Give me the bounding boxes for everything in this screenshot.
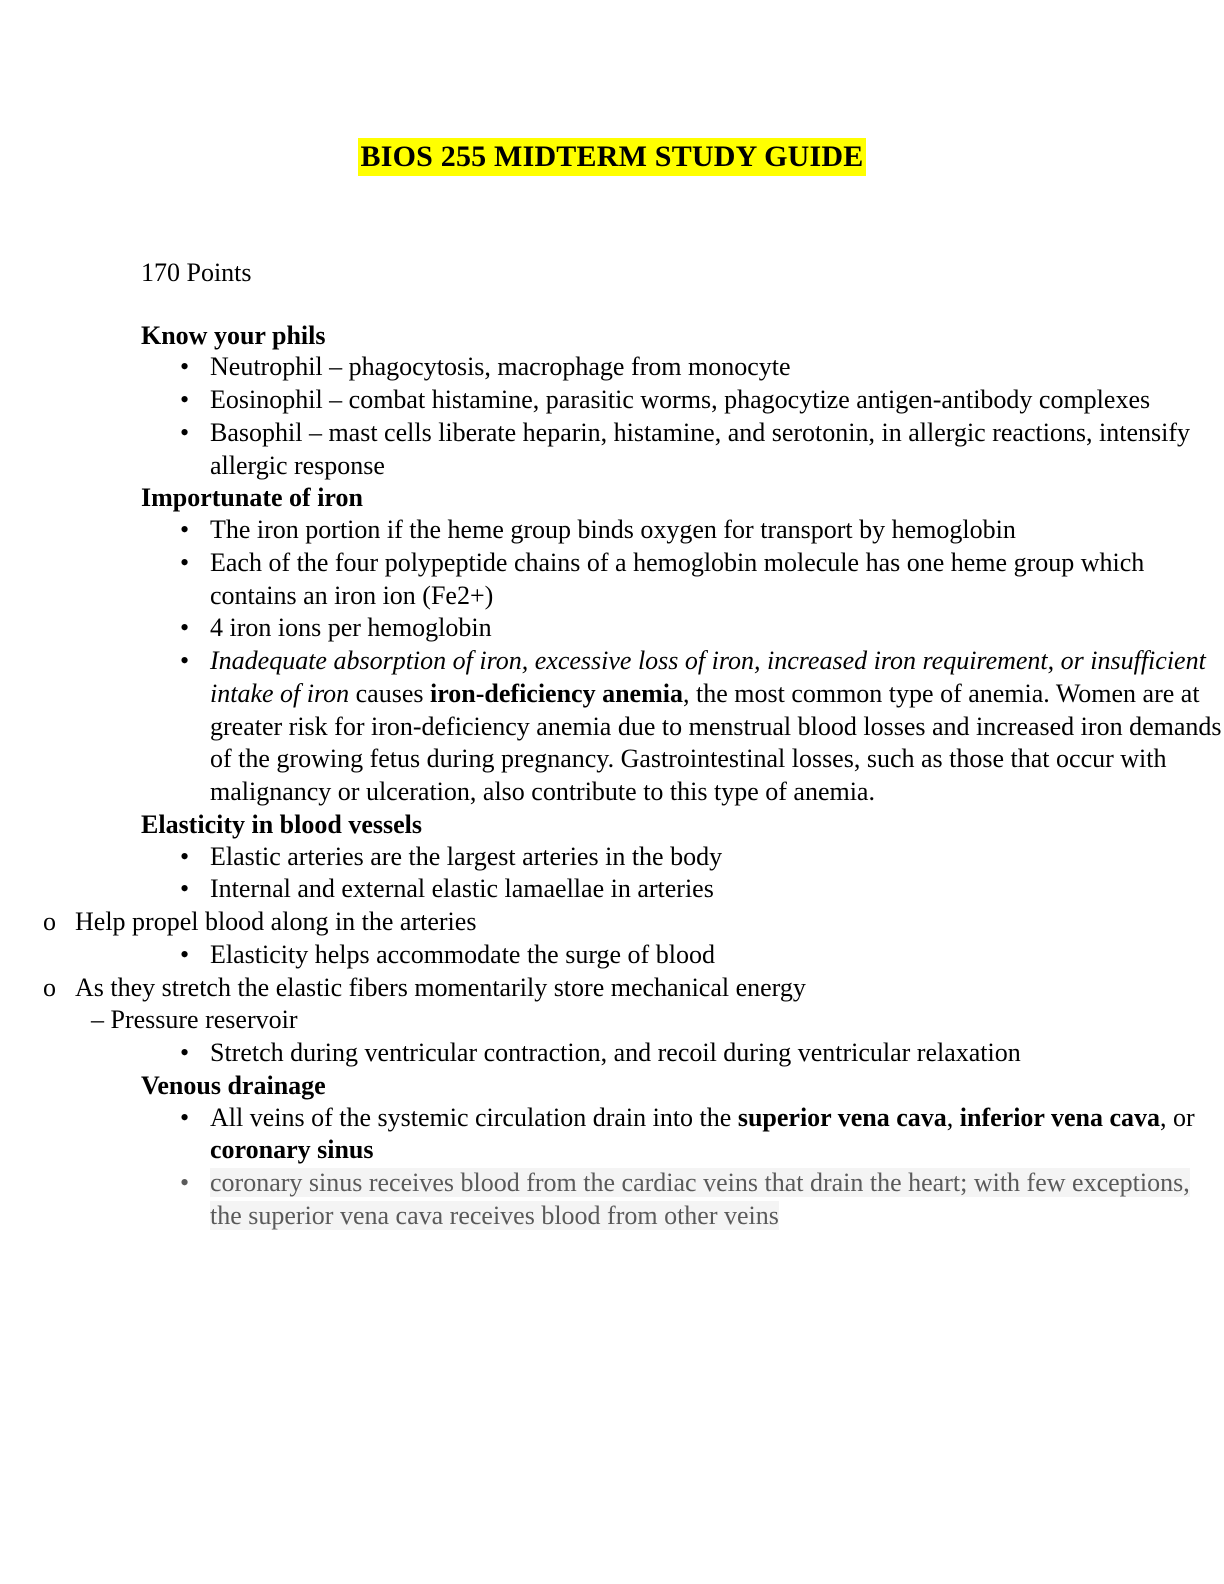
section-heading: Venous drainage (141, 1070, 326, 1100)
bullet-marker-icon: • (180, 417, 190, 447)
page-title (0, 0, 1224, 175)
bullet-list (0, 841, 1224, 1070)
sub-bullet-marker-icon: o (43, 972, 56, 1002)
text-run-italic: Inadequate absorption of iron, excessive loss of iron, increased iron requirement, or insufficient intake of iron (210, 646, 1206, 708)
list-item (0, 1167, 1224, 1233)
bullet-list (0, 1102, 1224, 1233)
bullet-list (0, 351, 1224, 482)
section-heading: Importunate of iron (141, 483, 363, 513)
bullet-marker-icon: • (180, 352, 190, 382)
section-heading: Elasticity in blood vessels (141, 809, 422, 839)
sections-container (0, 288, 1224, 1233)
bullet-marker-icon: • (180, 874, 190, 904)
text-run-bold: coronary sinus (210, 1135, 374, 1165)
list-item (0, 1102, 1224, 1168)
text-run-bold: iron-deficiency anemia (430, 678, 683, 708)
bullet-list (0, 514, 1224, 809)
bullet-marker-icon: • (180, 385, 190, 415)
list-item: • The iron portion if the heme group binds oxygen for transport by hemoglobin (0, 514, 1224, 547)
list-item: • Neutrophil – phagocytosis, macrophage from monocyte (0, 351, 1224, 384)
sub-bullet-list (0, 906, 1224, 939)
sub-bullet-marker-icon: o (43, 907, 56, 937)
list-item: • 4 iron ions per hemoglobin (0, 612, 1224, 645)
text-run-bold: inferior vena cava (959, 1102, 1161, 1132)
bullet-marker-icon: • (180, 1102, 190, 1132)
text-run-normal: , or (1160, 1102, 1195, 1132)
points-line: 170 Points (141, 257, 252, 287)
bullet-marker-icon: • (180, 613, 190, 643)
list-item: • Basophil – mast cells liberate heparin, histamine, and serotonin, in allergic reactions, intensify allergic response (180, 417, 1191, 480)
list-item: • Eosinophil – combat histamine, parasitic worms, phagocytize antigen-antibody complexes (0, 384, 1224, 417)
text-run-normal: , (946, 1102, 960, 1132)
text-run-normal: , the most common type of anemia. Women are at greater risk for iron-deficiency anemia due to menstrual blood losses and increased iron demands of the growing fetus during pregnancy. Gastrointestinal losses, such as those that occur with malignancy or ulceration, also contribute to this type of anemia. (210, 678, 1222, 807)
page-title-highlight: BIOS 255 MIDTERM STUDY GUIDE (358, 138, 867, 176)
sub-list-item: o Help propel blood along in the arteries (0, 906, 1224, 939)
bullet-marker-icon: • (180, 939, 190, 969)
list-item: • Elastic arteries are the largest arteries in the body (0, 841, 1224, 874)
sub-item-trailing-text: – Pressure reservoir (91, 1005, 298, 1035)
list-item (0, 645, 1224, 809)
sub-list-item: o As they stretch the elastic fibers momentarily store mechanical energy – Pressure reservoir (0, 972, 1224, 1038)
bullet-marker-icon: • (180, 841, 190, 871)
bullet-marker-icon: • (180, 547, 190, 577)
list-item: • Elasticity helps accommodate the surge of blood (0, 939, 1224, 972)
text-run-normal: causes (349, 678, 430, 708)
list-item: • Each of the four polypeptide chains of a hemoglobin molecule has one heme group which contains an iron ion (Fe2+) (180, 547, 1145, 610)
muted-highlight-text: coronary sinus receives blood from the cardiac veins that drain the heart; with few exceptions, the superior vena cava receives blood from other veins (210, 1168, 1190, 1230)
bullet-marker-icon: • (180, 515, 190, 545)
bullet-marker-icon: • (180, 646, 190, 676)
section-heading: Know your phils (141, 320, 326, 350)
text-run-bold: superior vena cava (737, 1102, 947, 1132)
bullet-marker-icon: • (180, 1038, 190, 1068)
sub-bullet-list (0, 972, 1224, 1038)
text-run-normal: All veins of the systemic circulation drain into the (210, 1102, 738, 1132)
list-item: • Stretch during ventricular contraction, and recoil during ventricular relaxation (0, 1037, 1224, 1070)
list-item: • Internal and external elastic lamaellae in arteries (0, 873, 1224, 906)
bullet-marker-icon: • (180, 1168, 190, 1198)
